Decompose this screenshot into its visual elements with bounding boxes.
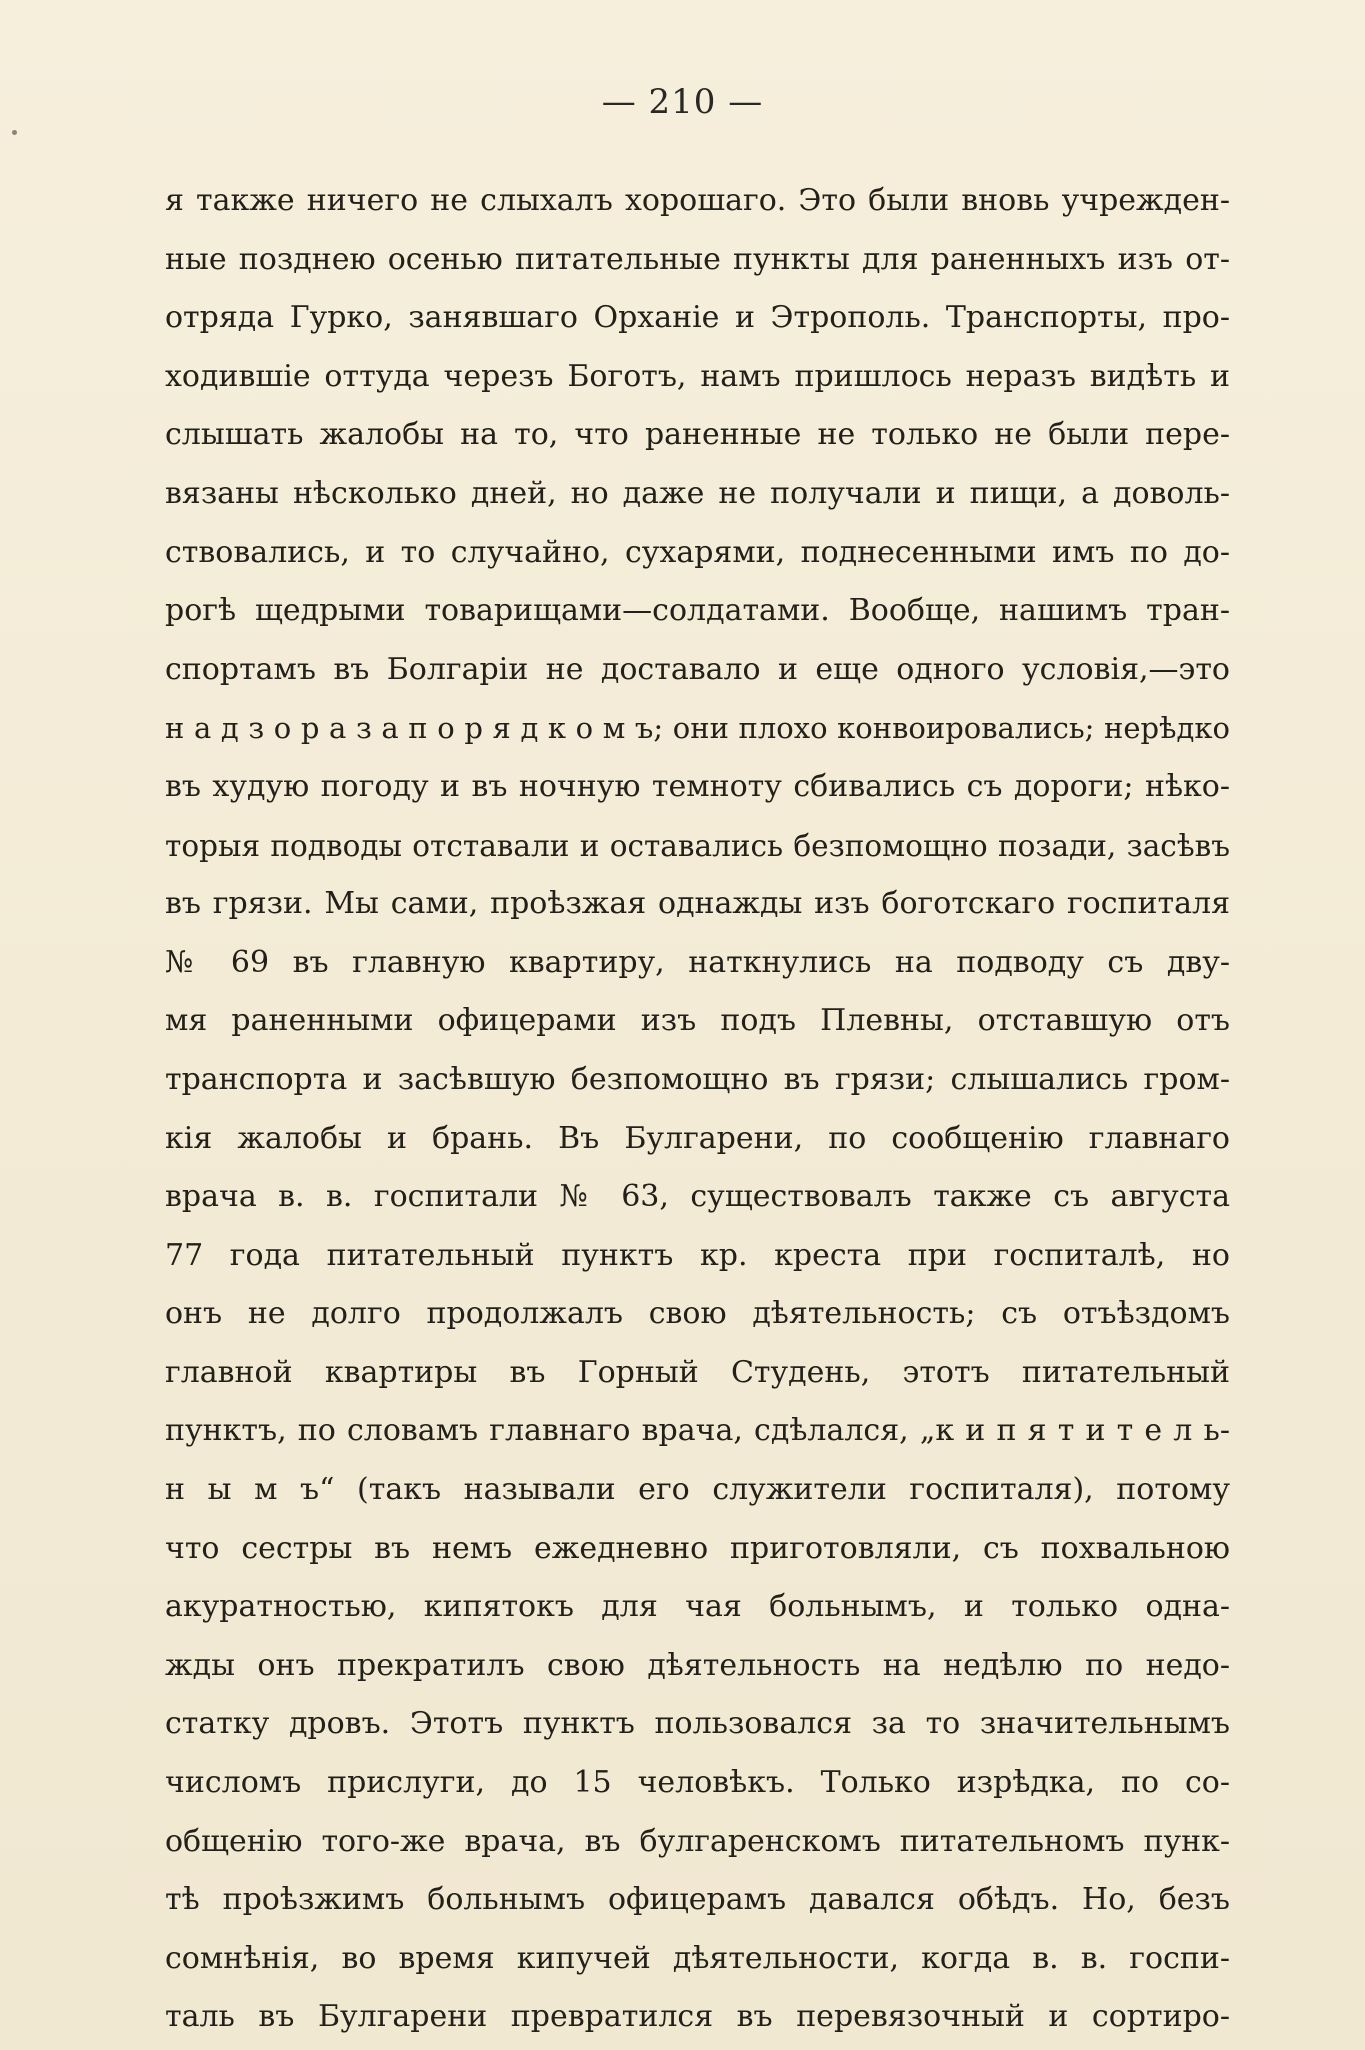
text-line: числомъ прислуги, до 15 человѣкъ. Только изрѣдка, по со- xyxy=(165,1765,1230,1801)
text-line: таль въ Булгарени превратился въ перевязочный и сортиро- xyxy=(165,1999,1230,2035)
text-line: ствовались, и то случайно, сухарями, поднесенными имъ по до- xyxy=(165,534,1230,570)
text-line: сомнѣнія, во время кипучей дѣятельности, когда в. в. госпи- xyxy=(165,1940,1230,1976)
text-line: что сестры въ немъ ежедневно приготовляли, съ похвальною xyxy=(165,1530,1230,1566)
text-line: кія жалобы и брань. Въ Булгарени, по сообщенію главнаго xyxy=(165,1120,1230,1156)
text-line: главной квартиры въ Горный Студень, этотъ питательный xyxy=(165,1354,1230,1390)
text-line: спортамъ въ Болгаріи не доставало и еще одного условія,—это xyxy=(165,651,1230,687)
text-line: н а д з о р а з а п о р я д к о м ъ; они плохо конвоировались; нерѣдко xyxy=(165,711,1230,746)
text-line: онъ не долго продолжалъ свою дѣятельность; съ отъѣздомъ xyxy=(165,1296,1230,1332)
text-line: торыя подводы отставали и оставались безпомощно позади, засѣвъ xyxy=(165,828,1230,863)
text-line: я также ничего не слыхалъ хорошаго. Это были вновь учрежден- xyxy=(165,183,1230,218)
text-line: № 69 въ главную квартиру, наткнулись на подводу съ дву- xyxy=(165,944,1230,980)
text-line: 77 года питательный пунктъ кр. креста при госпиталѣ, но xyxy=(165,1237,1230,1273)
text-line: слышать жалобы на то, что раненные не только не были пере- xyxy=(165,417,1230,453)
text-line: отряда Гурко, занявшаго Орханіе и Этрополь. Транспорты, про- xyxy=(165,300,1230,336)
body-text xyxy=(165,172,1230,2047)
text-line: общенію того-же врача, въ булгаренскомъ питательномъ пунк- xyxy=(165,1823,1230,1859)
text-line: статку дровъ. Этотъ пунктъ пользовался за то значительнымъ xyxy=(165,1706,1230,1742)
text-line: н ы м ъ“ (такъ называли его служители госпиталя), потому xyxy=(165,1472,1230,1508)
text-line: въ худую погоду и въ ночную темноту сбивались съ дороги; нѣко- xyxy=(165,768,1230,804)
text-line: въ грязи. Мы сами, проѣзжая однажды изъ боготскаго госпиталя xyxy=(165,886,1230,922)
text-line: акуратностью, кипятокъ для чая больнымъ, и только одна- xyxy=(165,1589,1230,1625)
text-line: рогѣ щедрыми товарищами—солдатами. Вообще, нашимъ тран- xyxy=(165,593,1230,629)
text-line: транспорта и засѣвшую безпомощно въ грязи; слышались гром- xyxy=(165,1061,1230,1097)
text-line: мя раненными офицерами изъ подъ Плевны, отставшую отъ xyxy=(165,1003,1230,1039)
text-line: вязаны нѣсколько дней, но даже не получали и пищи, а доволь- xyxy=(165,475,1230,511)
text-line: ные позднею осенью питательные пункты для раненныхъ изъ от- xyxy=(165,241,1230,277)
text-line: тѣ проѣзжимъ больнымъ офицерамъ давался обѣдъ. Но, безъ xyxy=(165,1882,1230,1918)
text-line: пунктъ, по словамъ главнаго врача, сдѣлался, „к и п я т и т е л ь- xyxy=(165,1413,1230,1449)
text-line: жды онъ прекратилъ свою дѣятельность на недѣлю по недо- xyxy=(165,1647,1230,1683)
text-line: врача в. в. госпитали № 63, существовалъ также съ августа xyxy=(165,1179,1230,1215)
text-line: ходившіе оттуда черезъ Боготъ, намъ пришлось неразъ видѣть и xyxy=(165,358,1230,394)
page-number: — 210 — xyxy=(601,82,764,122)
paper-speck xyxy=(12,130,17,135)
